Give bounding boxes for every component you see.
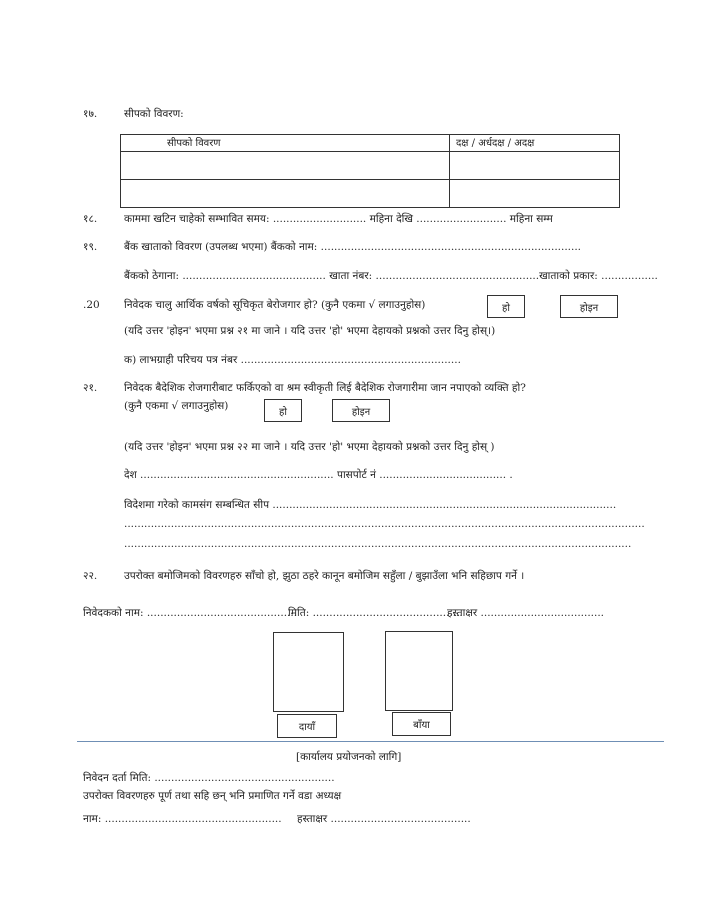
right-thumb-label: दायाँ — [298, 722, 316, 733]
ward-chair-name-field: नाम: ..................................................... — [83, 813, 282, 825]
ward-chair-certification: उपरोक्त विवरणहरु पूर्ण तथा सहि छन् भनि प्रमाणित गर्ने वडा अध्यक्ष — [83, 790, 342, 802]
section-21-question: निवेदक बैदेशिक रोजगारीबाट फर्किएको वा श्रम स्वीकृती लिई बैदेशिक रोजगारीमा जान नपाएको व्यक्ति हो? — [124, 382, 526, 394]
date-field: मिति: ............................................. — [288, 607, 463, 619]
section-20-yes-label: हो — [502, 302, 510, 314]
section-19-number: १९. — [83, 241, 98, 253]
skill-table-header-description: सीपको विवरण — [121, 135, 450, 152]
skill-table — [120, 134, 620, 208]
applicant-name-field: निवेदकको नाम: ............................................. — [83, 607, 298, 619]
section-21-yes-checkbox[interactable] — [264, 399, 302, 422]
section-19-bank-address: बैंकको ठेगाना: ........................................... खाता नंबर: .................................................खाताको प्रकार: ................. — [124, 270, 658, 282]
section-21-note: (यदि उत्तर 'होइन' भएमा प्रश्न २२ मा जाने । यदि उत्तर 'हो' भएमा देहायको प्रश्नको उत्तर दिनु होस् ) — [124, 441, 495, 453]
section-21-no-checkbox[interactable] — [332, 399, 390, 422]
left-thumbprint-box — [385, 631, 453, 711]
office-use-heading: [कार्यालय प्रयोजनको लागि] — [296, 751, 402, 763]
left-thumb-label: बाँया — [413, 720, 430, 731]
section-21-country-passport: देश .......................................................... पासपोर्ट नं ...................................... . — [124, 469, 513, 481]
ward-chair-signature-field: हस्ताक्षर .......................................... — [297, 813, 471, 825]
section-18-text: काममा खटिन चाहेको सम्भावित समय: ............................ महिना देखि ........................... महिना सम्म — [124, 213, 553, 225]
registration-date-field: निवेदन दर्ता मिति: ...................................................... — [83, 772, 335, 784]
signature-field: हस्ताक्षर ..................................... — [447, 607, 605, 619]
table-row — [121, 152, 620, 180]
section-20-yes-checkbox[interactable] — [487, 295, 525, 318]
section-21-foreign-skill: विदेशमा गरेको कामसंग सम्बन्धित सीप ....................................................................................................... — [124, 499, 617, 511]
section-21-no-label: होइन — [351, 406, 371, 418]
section-19-bank-name: बैंक खाताको विवरण (उपलब्ध भएमा) बैंकको नाम: .............................................................................. — [124, 241, 582, 253]
office-divider — [77, 741, 664, 742]
section-20-no-label: होइन — [579, 302, 599, 314]
section-18-number: १८. — [83, 213, 98, 225]
section-20-note: (यदि उत्तर 'होइन' भएमा प्रश्न २१ मा जाने । यदि उत्तर 'हो' भएमा देहायको प्रश्नको उत्तर दिनु होस्।) — [124, 325, 496, 337]
right-thumb-label-box — [277, 714, 337, 738]
section-22-number: २२. — [83, 570, 98, 582]
section-20-question: निवेदक चालु आर्थिक वर्षको सूचिकृत बेरोजगार हो? (कुनै एकमा √ लगाउनुहोस) — [124, 299, 426, 311]
section-17-number: १७. — [83, 108, 98, 120]
right-thumbprint-box — [273, 632, 344, 712]
section-20-no-checkbox[interactable] — [560, 295, 618, 318]
skill-table-cell[interactable] — [450, 152, 620, 180]
left-thumb-label-box — [392, 712, 451, 736]
section-21-yes-label: हो — [279, 406, 287, 418]
section-21-number: २१. — [83, 382, 98, 394]
section-22-declaration: उपरोक्त बमोजिमको विवरणहरु साँचो हो, झुठा ठहरे कानून बमोजिम सहुँला / बुझाउँला भनि सहिछाप गर्ने । — [124, 570, 525, 582]
section-21-instruction: (कुनै एकमा √ लगाउनुहोस) — [124, 400, 229, 412]
skill-table-cell[interactable] — [121, 180, 450, 208]
table-row — [121, 180, 620, 208]
section-21-dotted-line: ............................................................................................................................................................ — [124, 518, 645, 530]
section-20-number: .20 — [83, 299, 100, 311]
skill-table-header-level: दक्ष / अर्धदक्ष / अदक्ष — [450, 135, 620, 152]
section-21-dotted-line: ........................................................................................................................................................ — [124, 538, 632, 550]
section-17-title: सीपको विवरण: — [124, 108, 184, 120]
skill-table-cell[interactable] — [450, 180, 620, 208]
skill-table-cell[interactable] — [121, 152, 450, 180]
section-20-beneficiary-id: क) लाभग्राही परिचय पत्र नंबर .................................................................. — [124, 354, 461, 366]
